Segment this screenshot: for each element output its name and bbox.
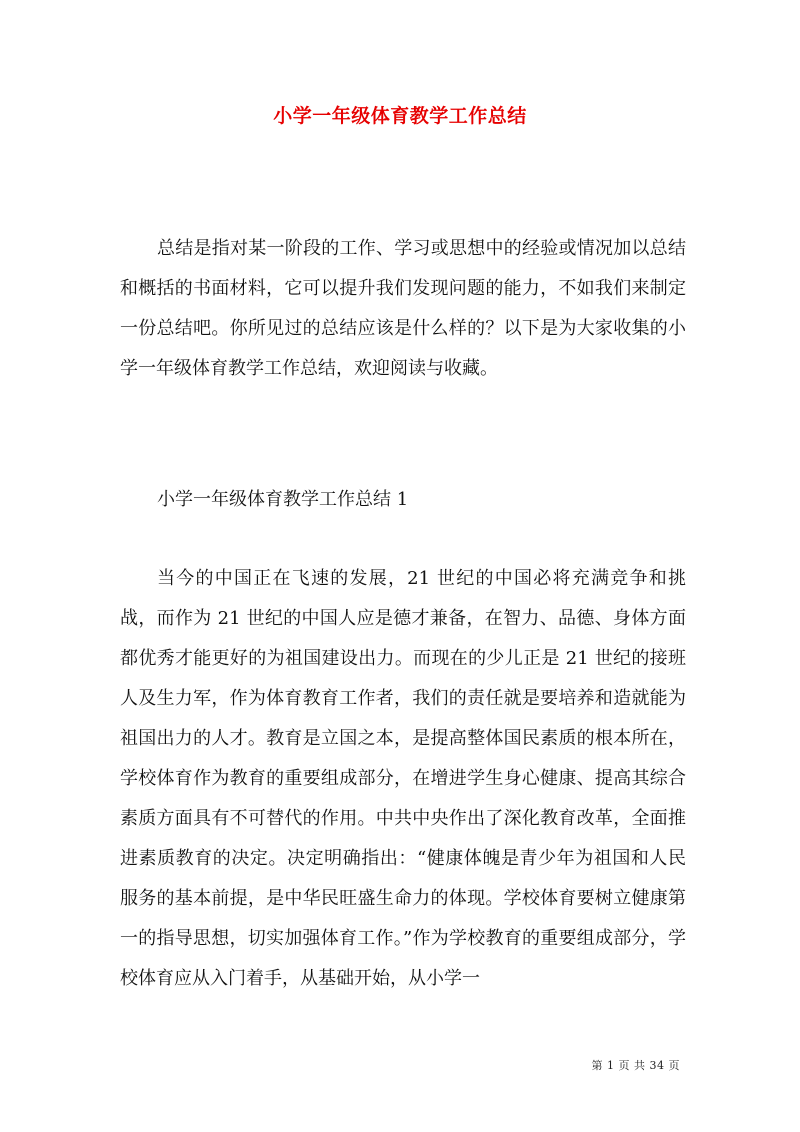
body-paragraph: 当今的中国正在飞速的发展，21 世纪的中国必将充满竞争和挑战，而作为 21 世纪的中国人应是德才兼备，在智力、品德、身体方面都优秀才能更好的为祖国建设出力。而现在的少儿正是 21 世纪的接班人及生力军，作为体育教育工作者，我们的责任就是要培养和造就能为祖国出力的人才。教育是立国之本，是提高整体国民素质的根本所在，学校体育作为教育的重要组成部分，在增进学生身心健康、提高其综合素质方面具有不可替代的作用。中共中央作出了深化教育改革，全面推进素质教育的决定。决定明确指出：“健康体魄是青少年为祖国和人民服务的基本前提，是中华民旺盛生命力的体现。学校体育要树立健康第一的指导思想，切实加强体育工作。”作为学校教育的重要组成部分，学校体育应从入门着手，从基础开始，从小学一 [120, 568, 686, 989]
intro-paragraph: 总结是指对某一阶段的工作、学习或思想中的经验或情况加以总结和概括的书面材料，它可以提升我们发现问题的能力，不如我们来制定一份总结吧。你所见过的总结应该是什么样的？以下是为大家收集的小学一年级体育教学工作总结，欢迎阅读与收藏。 [120, 238, 686, 379]
page-number: 第 1 页 共 34 页 [591, 1059, 680, 1072]
section-heading: 小学一年级体育教学工作总结 1 [157, 489, 409, 510]
document-title: 小学一年级体育教学工作总结 [273, 105, 527, 127]
